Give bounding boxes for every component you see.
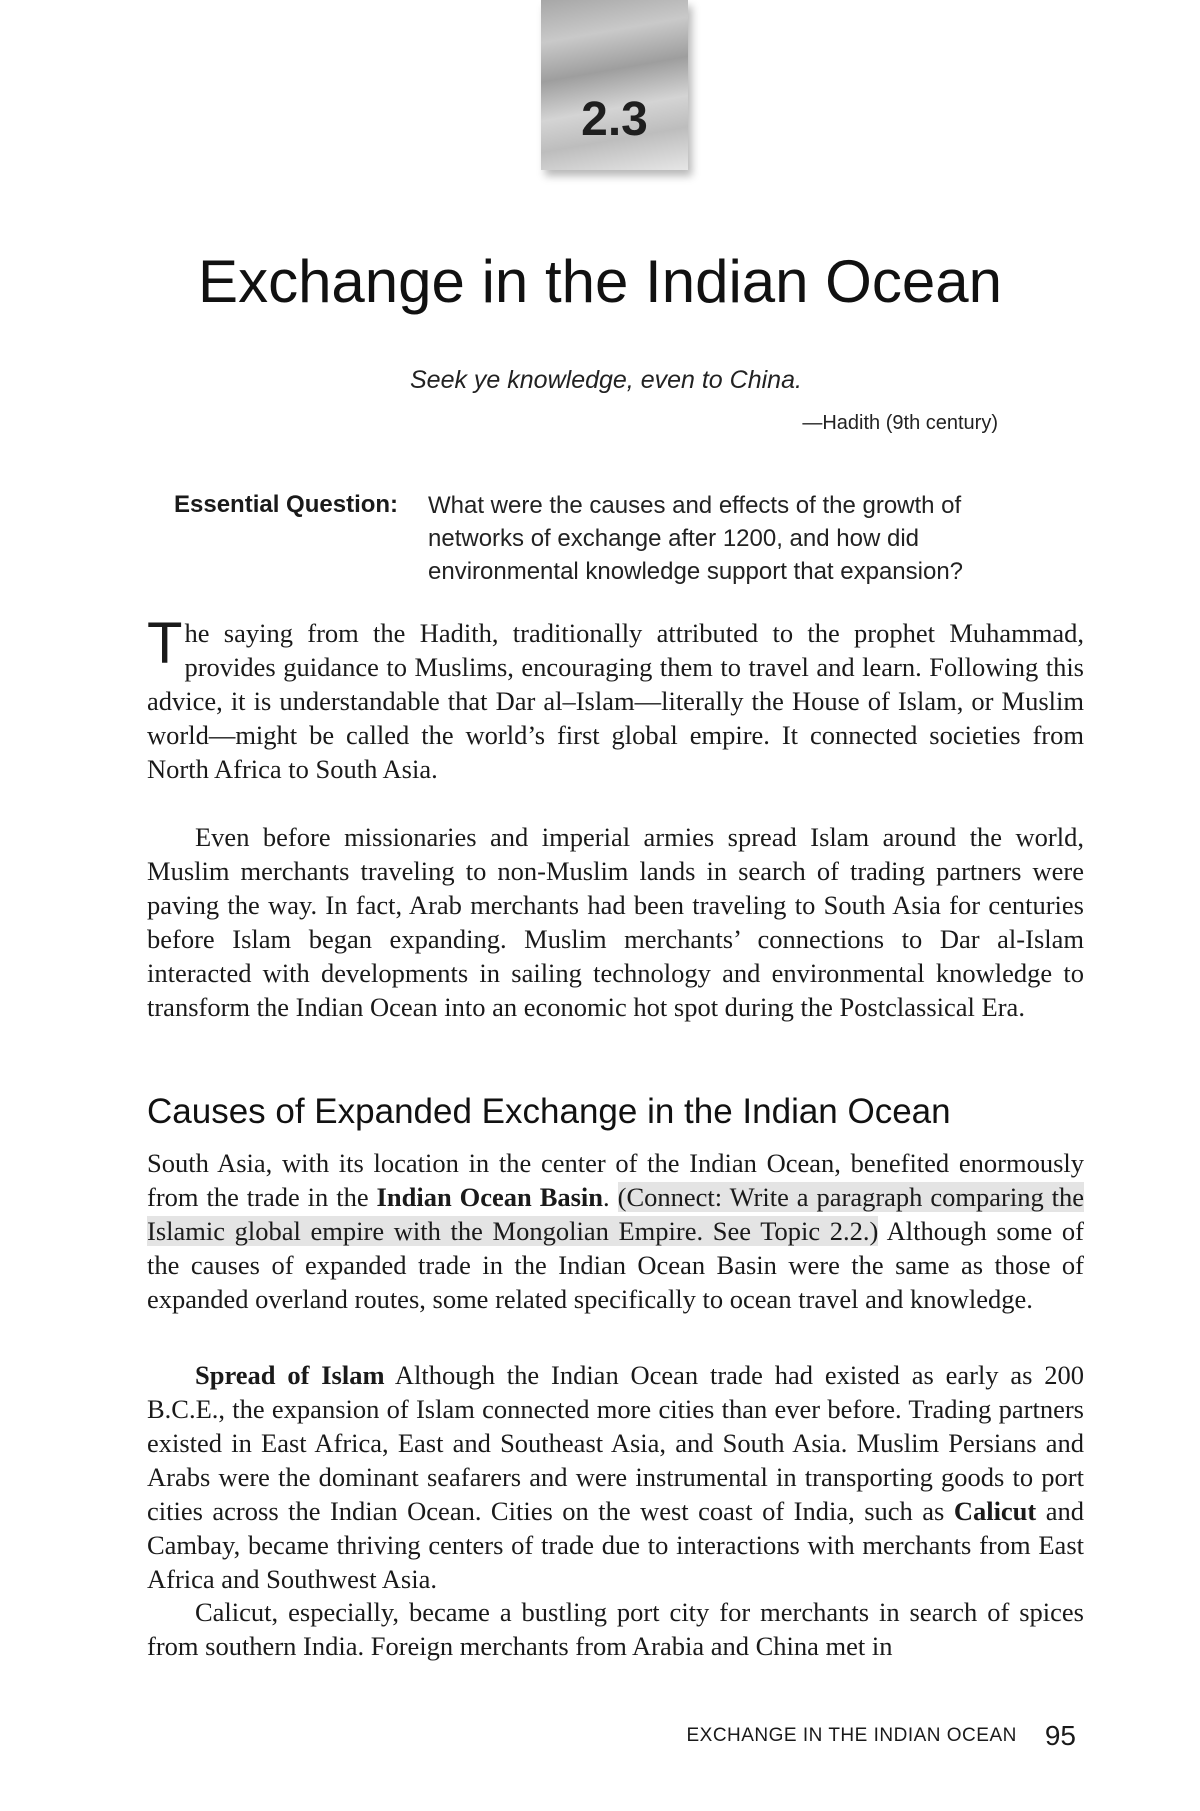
page-title: Exchange in the Indian Ocean <box>198 248 1002 315</box>
section-paragraph-1-text-c: Although some of the causes of expanded trade in the Indian Ocean Basin were the same as those of expanded overland routes, some related specifically to ocean travel and knowledge. <box>147 1216 1084 1314</box>
section-paragraph-3: Calicut, especially, became a bustling port city for merchants in search of spices from southern India. Foreign merchants from Arabia and China met in <box>147 1597 1084 1661</box>
section-paragraph-2-text-b: and Cambay, became thriving centers of trade due to interactions with merchants from East Africa and Southwest Asia. <box>147 1496 1084 1594</box>
section-number-tab <box>541 0 688 170</box>
section-paragraph-2 <box>147 1358 1084 1596</box>
intro-paragraph-2: Even before missionaries and imperial armies spread Islam around the world, Muslim merchants traveling to non-Muslim lands in search of trading partners were paving the way. In fact, Arab merchants had been traveling to South Asia for centuries before Islam began expanding. Muslim merchants’ connections to Dar al-Islam interacted with developments in sailing technology and environmental knowledge to transform the Indian Ocean into an economic hot spot during the Postclassical Era. <box>147 822 1084 1022</box>
page-number: 95 <box>1044 1720 1076 1751</box>
intro-paragraph-1-text: he saying from the Hadith, traditionally attributed to the prophet Muhammad, provides guidance to Muslims, encouraging them to travel and learn. Following this advice, it is understandable that Dar al–Islam—literally the House of Islam, or Muslim world—might be called the world’s first global empire. It connected societies from North Africa to South Asia. <box>147 618 1084 784</box>
section-heading: Causes of Expanded Exchange in the Indian Ocean <box>147 1092 951 1131</box>
section-number: 2.3 <box>581 93 648 146</box>
section-paragraph-1 <box>147 1146 1084 1316</box>
intro-paragraph-1 <box>147 611 1084 786</box>
essential-question-label: Essential Question: <box>174 491 399 518</box>
page-footer <box>686 1720 1076 1752</box>
section-paragraph-1-text-b: . <box>603 1182 618 1212</box>
connect-prompt: (Connect: Write a paragraph comparing the Islamic global empire with the Mongolian Empire. See Topic 2.2.) <box>147 1182 1085 1246</box>
running-head: EXCHANGE IN THE INDIAN OCEAN <box>686 1725 1017 1746</box>
key-term-indian-ocean-basin: Indian Ocean Basin <box>376 1182 604 1212</box>
key-term-calicut: Calicut <box>953 1496 1037 1526</box>
epigraph-attribution: —Hadith (9th century) <box>802 412 998 434</box>
section-paragraph-1-text-a: South Asia, with its location in the center of the Indian Ocean, benefited enormously from the trade in the <box>147 1148 1084 1212</box>
epigraph-quote: Seek ye knowledge, even to China. <box>410 366 802 394</box>
section-paragraph-2-text-a: Although the Indian Ocean trade had existed as early as 200 B.C.E., the expansion of Islam connected more cities than ever before. Trading partners existed in East Africa, East and Southeast Asia, and South Asia. Muslim Persians and Arabs were the dominant seafarers and were instrumental in transporting goods to port cities across the Indian Ocean. Cities on the west coast of India, such as <box>147 1360 1084 1526</box>
essential-question-text: What were the causes and effects of the growth of networks of exchange after 1200, and how did environmental knowledge support that expansion? <box>428 492 964 585</box>
drop-cap: T <box>147 611 183 676</box>
run-in-heading-spread-of-islam: Spread of Islam <box>195 1360 385 1390</box>
